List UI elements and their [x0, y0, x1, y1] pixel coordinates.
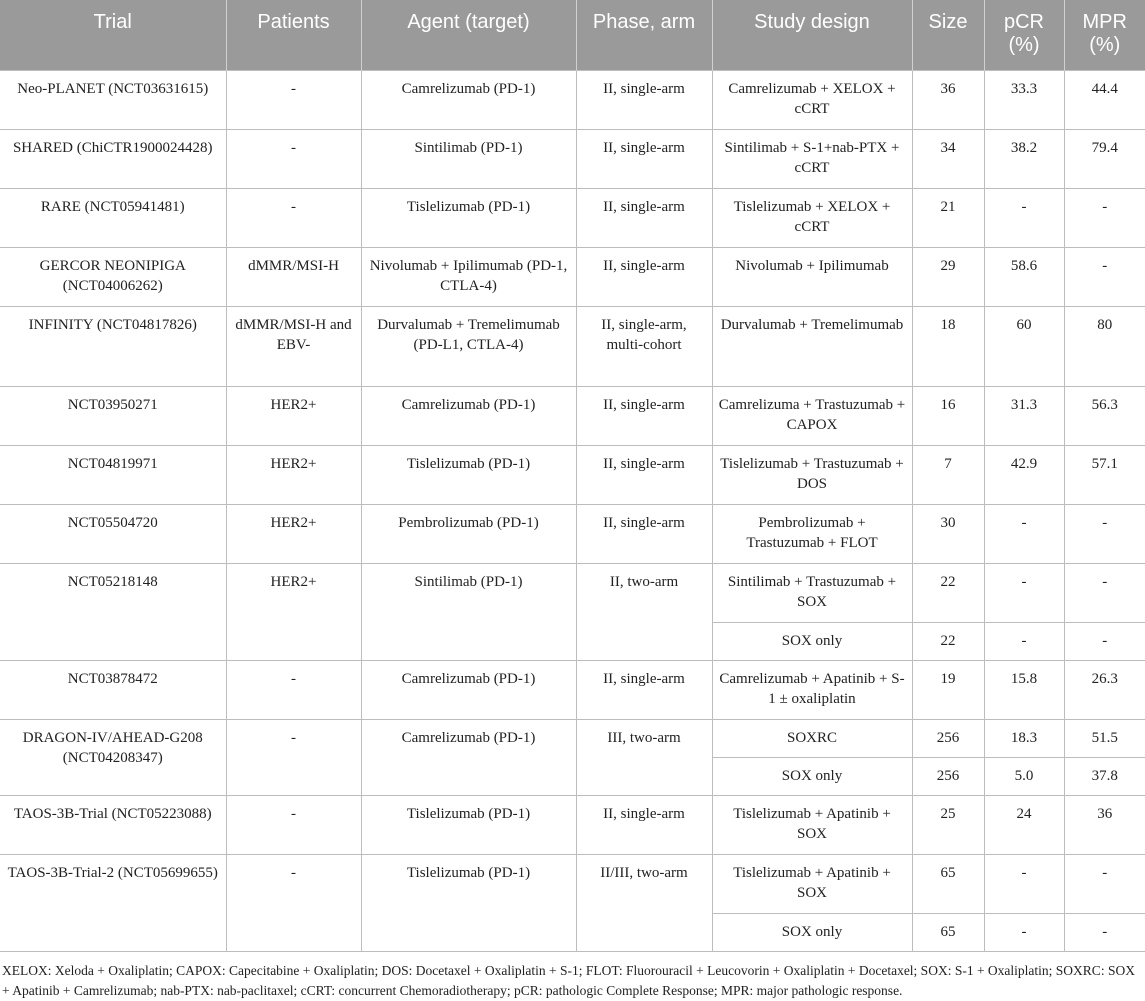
- table-row: [0, 445, 1145, 504]
- trial-cell: NCT03950271: [0, 386, 226, 445]
- pcr-cell: 15.8: [984, 660, 1064, 719]
- trial-cell: Neo-PLANET (NCT03631615): [0, 70, 226, 129]
- size-cell: 7: [912, 445, 984, 504]
- phase-cell: II/III, two-arm: [576, 854, 712, 951]
- mpr-cell: 57.1: [1064, 445, 1145, 504]
- table-row: [0, 504, 1145, 563]
- phase-cell: II, two-arm: [576, 563, 712, 660]
- design-cell: Pembrolizumab + Trastuzumab + FLOT: [712, 504, 912, 563]
- phase-cell: II, single-arm: [576, 445, 712, 504]
- size-cell: 19: [912, 660, 984, 719]
- agent-cell: Tislelizumab (PD-1): [361, 854, 576, 951]
- mpr-cell: -: [1064, 563, 1145, 622]
- table-row: [0, 719, 1145, 757]
- trial-cell: SHARED (ChiCTR1900024428): [0, 129, 226, 188]
- patients-cell: HER2+: [226, 386, 361, 445]
- patients-cell: -: [226, 795, 361, 854]
- col-header-design: Study design: [712, 0, 912, 70]
- table-row: [0, 795, 1145, 854]
- col-header-size: Size: [912, 0, 984, 70]
- mpr-cell: -: [1064, 622, 1145, 660]
- pcr-cell: -: [984, 913, 1064, 951]
- trial-cell: NCT04819971: [0, 445, 226, 504]
- pcr-cell: -: [984, 854, 1064, 913]
- table-row: [0, 306, 1145, 386]
- phase-cell: II, single-arm: [576, 129, 712, 188]
- size-cell: 36: [912, 70, 984, 129]
- table-row: [0, 386, 1145, 445]
- table-row: [0, 247, 1145, 306]
- col-header-phase: Phase, arm: [576, 0, 712, 70]
- design-cell: Tislelizumab + Trastuzumab + DOS: [712, 445, 912, 504]
- agent-cell: Sintilimab (PD-1): [361, 129, 576, 188]
- phase-cell: II, single-arm: [576, 188, 712, 247]
- patients-cell: dMMR/MSI-H and EBV-: [226, 306, 361, 386]
- table-row: [0, 129, 1145, 188]
- trial-cell: DRAGON-IV/AHEAD-G208 (NCT04208347): [0, 719, 226, 795]
- mpr-cell: 44.4: [1064, 70, 1145, 129]
- table-row: [0, 70, 1145, 129]
- design-cell: SOX only: [712, 757, 912, 795]
- pcr-cell: -: [984, 622, 1064, 660]
- size-cell: 29: [912, 247, 984, 306]
- mpr-cell: -: [1064, 504, 1145, 563]
- trial-cell: TAOS-3B-Trial-2 (NCT05699655): [0, 854, 226, 951]
- patients-cell: -: [226, 70, 361, 129]
- phase-cell: II, single-arm: [576, 795, 712, 854]
- design-cell: Durvalumab + Tremelimumab: [712, 306, 912, 386]
- col-header-patients: Patients: [226, 0, 361, 70]
- header-row: [0, 0, 1145, 70]
- trial-cell: NCT03878472: [0, 660, 226, 719]
- pcr-cell: -: [984, 504, 1064, 563]
- agent-cell: Camrelizumab (PD-1): [361, 70, 576, 129]
- mpr-cell: 37.8: [1064, 757, 1145, 795]
- patients-cell: -: [226, 129, 361, 188]
- design-cell: SOX only: [712, 913, 912, 951]
- size-cell: 256: [912, 757, 984, 795]
- phase-cell: II, single-arm: [576, 70, 712, 129]
- size-cell: 22: [912, 563, 984, 622]
- phase-cell: III, two-arm: [576, 719, 712, 795]
- trial-cell: NCT05218148: [0, 563, 226, 660]
- col-header-trial: Trial: [0, 0, 226, 70]
- design-cell: Nivolumab + Ipilimumab: [712, 247, 912, 306]
- size-cell: 22: [912, 622, 984, 660]
- mpr-cell: -: [1064, 913, 1145, 951]
- design-cell: Camrelizuma + Trastuzumab + CAPOX: [712, 386, 912, 445]
- design-cell: SOXRC: [712, 719, 912, 757]
- design-cell: Sintilimab + S-1+nab-PTX + cCRT: [712, 129, 912, 188]
- pcr-cell: 33.3: [984, 70, 1064, 129]
- table-row: [0, 854, 1145, 913]
- design-cell: Camrelizumab + XELOX + cCRT: [712, 70, 912, 129]
- phase-cell: II, single-arm: [576, 247, 712, 306]
- agent-cell: Sintilimab (PD-1): [361, 563, 576, 660]
- mpr-cell: -: [1064, 247, 1145, 306]
- table-row: [0, 660, 1145, 719]
- mpr-cell: 51.5: [1064, 719, 1145, 757]
- trial-cell: GERCOR NEONIPIGA (NCT04006262): [0, 247, 226, 306]
- table-footnote: XELOX: Xeloda + Oxaliplatin; CAPOX: Capecitabine + Oxaliplatin; DOS: Docetaxel + Oxaliplatin + S-1; FLOT: Fluorouracil + Leucovorin + Oxaliplatin + Docetaxel; SOX: S-1 + Oxaliplatin; SOXRC: SOX + Apatinib + Camrelizumab; nab-PTX: nab-paclitaxel; cCRT: concurrent Chemoradiotherapy; pCR: pathologic Complete Response; MPR: major pathologic response.: [2, 962, 1135, 998]
- pcr-cell: 31.3: [984, 386, 1064, 445]
- size-cell: 256: [912, 719, 984, 757]
- col-header-agent: Agent (target): [361, 0, 576, 70]
- pcr-cell: -: [984, 563, 1064, 622]
- agent-cell: Tislelizumab (PD-1): [361, 795, 576, 854]
- col-header-mpr: MPR (%): [1064, 0, 1145, 70]
- mpr-cell: 56.3: [1064, 386, 1145, 445]
- patients-cell: HER2+: [226, 563, 361, 660]
- design-cell: Sintilimab + Trastuzumab + SOX: [712, 563, 912, 622]
- patients-cell: -: [226, 854, 361, 951]
- size-cell: 25: [912, 795, 984, 854]
- mpr-cell: -: [1064, 188, 1145, 247]
- agent-cell: Durvalumab + Tremelimumab (PD-L1, CTLA-4): [361, 306, 576, 386]
- trial-cell: RARE (NCT05941481): [0, 188, 226, 247]
- agent-cell: Camrelizumab (PD-1): [361, 386, 576, 445]
- trial-cell: INFINITY (NCT04817826): [0, 306, 226, 386]
- patients-cell: HER2+: [226, 445, 361, 504]
- phase-cell: II, single-arm, multi-cohort: [576, 306, 712, 386]
- size-cell: 34: [912, 129, 984, 188]
- agent-cell: Tislelizumab (PD-1): [361, 445, 576, 504]
- agent-cell: Camrelizumab (PD-1): [361, 660, 576, 719]
- pcr-cell: 58.6: [984, 247, 1064, 306]
- pcr-cell: 24: [984, 795, 1064, 854]
- design-cell: SOX only: [712, 622, 912, 660]
- trial-cell: NCT05504720: [0, 504, 226, 563]
- pcr-cell: 18.3: [984, 719, 1064, 757]
- patients-cell: -: [226, 660, 361, 719]
- design-cell: Tislelizumab + Apatinib + SOX: [712, 854, 912, 913]
- pcr-cell: 5.0: [984, 757, 1064, 795]
- phase-cell: II, single-arm: [576, 660, 712, 719]
- table-row: [0, 563, 1145, 622]
- mpr-cell: -: [1064, 854, 1145, 913]
- size-cell: 65: [912, 913, 984, 951]
- design-cell: Camrelizumab + Apatinib + S-1 ± oxaliplatin: [712, 660, 912, 719]
- size-cell: 21: [912, 188, 984, 247]
- phase-cell: II, single-arm: [576, 504, 712, 563]
- pcr-cell: -: [984, 188, 1064, 247]
- patients-cell: -: [226, 719, 361, 795]
- size-cell: 30: [912, 504, 984, 563]
- pcr-cell: 42.9: [984, 445, 1064, 504]
- size-cell: 65: [912, 854, 984, 913]
- design-cell: Tislelizumab + XELOX + cCRT: [712, 188, 912, 247]
- trial-cell: TAOS-3B-Trial (NCT05223088): [0, 795, 226, 854]
- table-row: [0, 188, 1145, 247]
- phase-cell: II, single-arm: [576, 386, 712, 445]
- patients-cell: dMMR/MSI-H: [226, 247, 361, 306]
- agent-cell: Nivolumab + Ipilimumab (PD-1, CTLA-4): [361, 247, 576, 306]
- agent-cell: Pembrolizumab (PD-1): [361, 504, 576, 563]
- agent-cell: Camrelizumab (PD-1): [361, 719, 576, 795]
- mpr-cell: 36: [1064, 795, 1145, 854]
- mpr-cell: 26.3: [1064, 660, 1145, 719]
- patients-cell: HER2+: [226, 504, 361, 563]
- agent-cell: Tislelizumab (PD-1): [361, 188, 576, 247]
- mpr-cell: 80: [1064, 306, 1145, 386]
- pcr-cell: 38.2: [984, 129, 1064, 188]
- pcr-cell: 60: [984, 306, 1064, 386]
- design-cell: Tislelizumab + Apatinib + SOX: [712, 795, 912, 854]
- mpr-cell: 79.4: [1064, 129, 1145, 188]
- col-header-pcr: pCR (%): [984, 0, 1064, 70]
- size-cell: 18: [912, 306, 984, 386]
- patients-cell: -: [226, 188, 361, 247]
- size-cell: 16: [912, 386, 984, 445]
